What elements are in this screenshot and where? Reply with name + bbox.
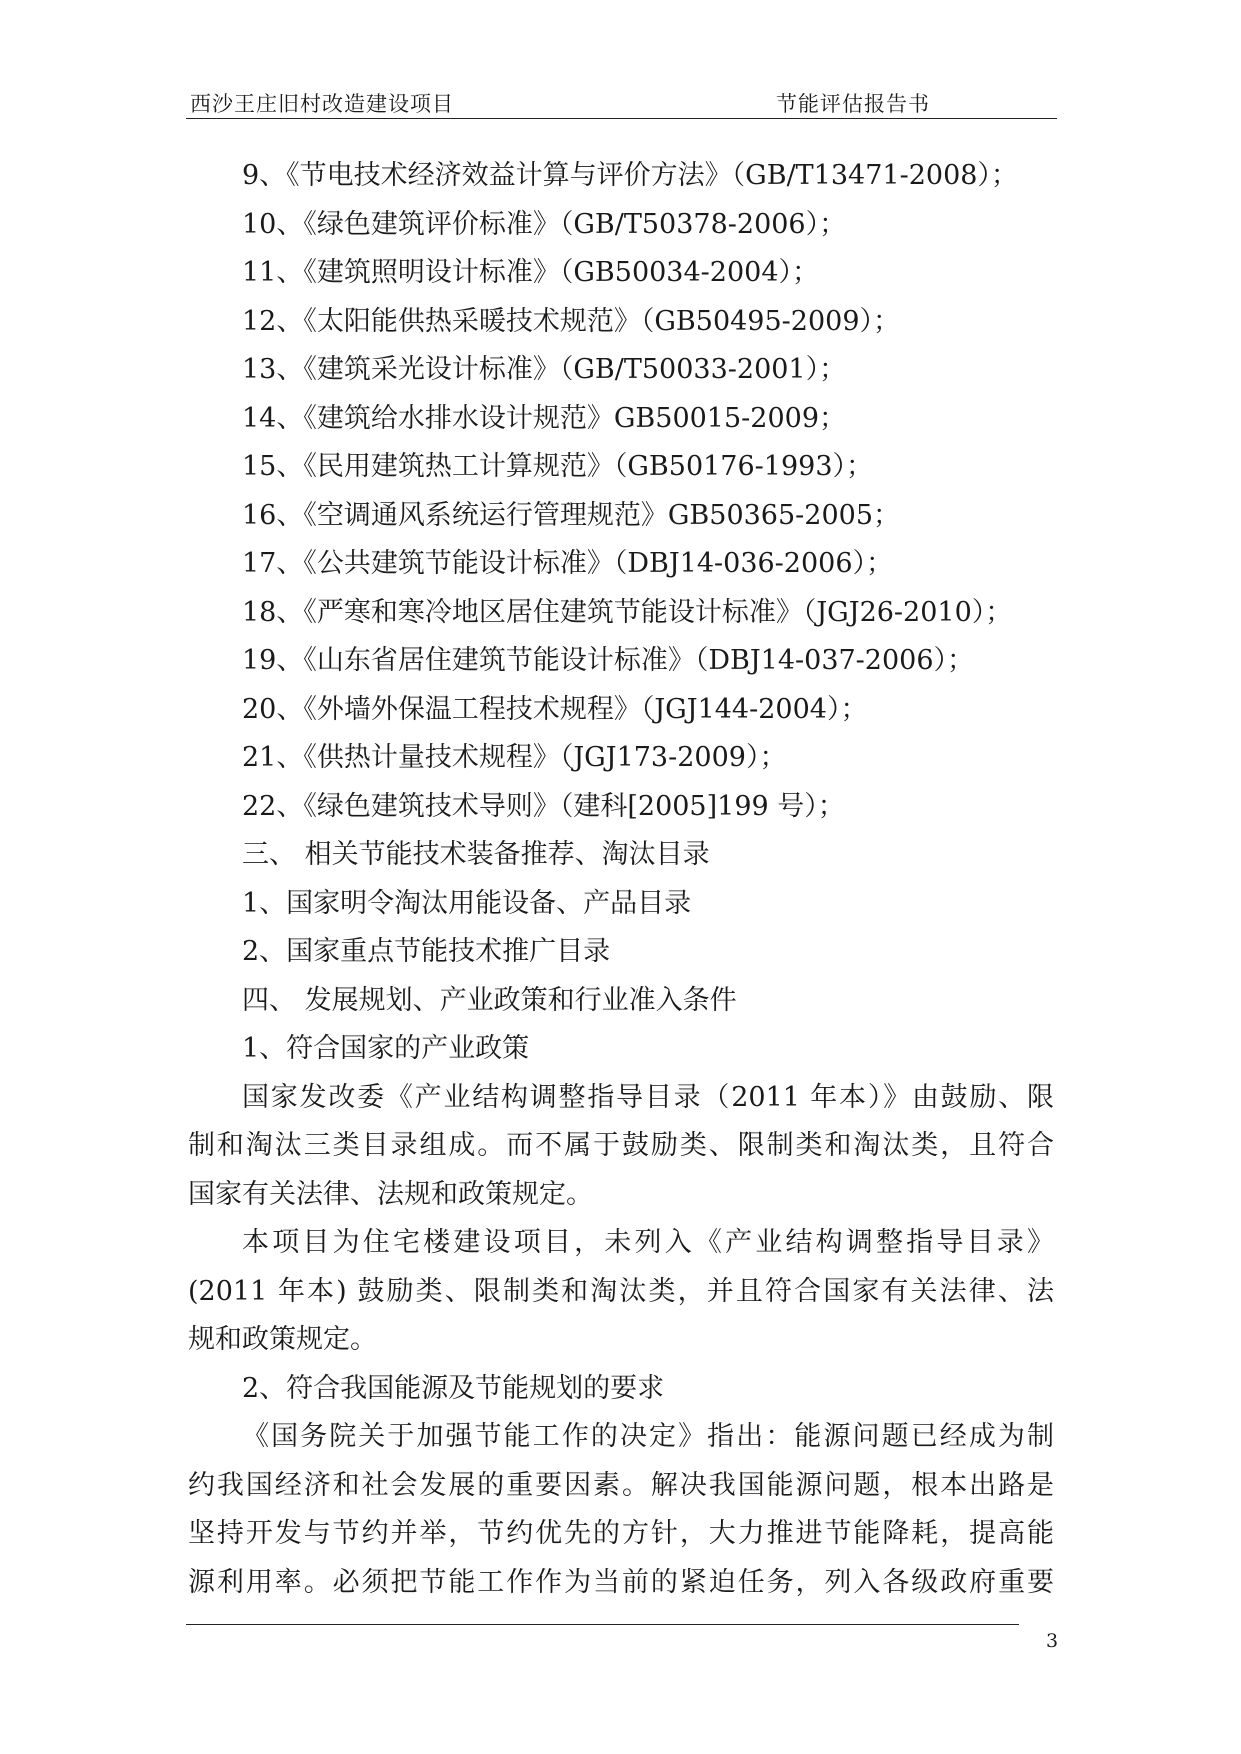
standard-item: 22、《绿色建筑技术导则》（建科[2005]199 号）； xyxy=(242,790,845,822)
subsection-title-2: 2、符合我国能源及节能规划的要求 xyxy=(242,1372,665,1404)
header-project-title: 西沙王庄旧村改造建设项目 xyxy=(190,92,454,116)
paragraph-line: 制和淘汰三类目录组成。而不属于鼓励类、限制类和淘汰类，且符合 xyxy=(188,1130,1054,1161)
standard-item: 15、《民用建筑热工计算规范》（GB50176-1993）； xyxy=(242,451,873,482)
standard-item: 14、《建筑给水排水设计规范》GB50015-2009； xyxy=(242,402,846,434)
standard-item: 17、《公共建筑节能设计标准》（DBJ14-036-2006）； xyxy=(242,548,894,579)
standard-item: 11、《建筑照明设计标准》（GB50034-2004）； xyxy=(242,257,819,288)
standard-item: 9、《节电技术经济效益计算与评价方法》（GB/T13471-2008）； xyxy=(242,160,1018,191)
paragraph-line: 本项目为住宅楼建设项目，未列入《产业结构调整指导目录》 xyxy=(242,1227,1054,1258)
paragraph-line: 国家有关法律、法规和政策规定。 xyxy=(188,1178,593,1210)
header-report-title: 节能评估报告书 xyxy=(776,92,930,116)
page-header xyxy=(186,86,1057,118)
section-heading-4: 四、 发展规划、产业政策和行业准入条件 xyxy=(242,984,737,1016)
paragraph-line: (2011 年本) 鼓励类、限制类和淘汰类，并且符合国家有关法律、法 xyxy=(188,1275,1054,1307)
subsection-title-1: 1、符合国家的产业政策 xyxy=(242,1033,530,1064)
section-heading-3: 三、 相关节能技术装备推荐、淘汰目录 xyxy=(242,839,710,870)
header-divider xyxy=(186,118,1057,119)
standard-item: 13、《建筑采光设计标准》（GB/T50033-2001）； xyxy=(242,354,847,385)
standard-item: 12、《太阳能供热采暖技术规范》（GB50495-2009）； xyxy=(242,305,900,337)
footer-divider xyxy=(186,1624,1019,1625)
paragraph-line: 坚持开发与节约并举，节约优先的方针，大力推进节能降耗，提高能 xyxy=(188,1518,1054,1549)
standard-item: 20、《外墙外保温工程技术规程》（JGJ144-2004）； xyxy=(242,693,868,725)
standard-item: 18、《严寒和寒冷地区居住建筑节能设计标准》（JGJ26-2010）； xyxy=(242,596,1013,628)
paragraph-line: 约我国经济和社会发展的重要因素。解决我国能源问题，根本出路是 xyxy=(188,1469,1054,1501)
paragraph-line: 国家发改委《产业结构调整指导目录（2011 年本）》由鼓励、限 xyxy=(242,1081,1054,1113)
standard-item: 21、《供热计量技术规程》（JGJ173-2009）； xyxy=(242,742,787,773)
page-number: 3 xyxy=(1046,1630,1059,1652)
paragraph-line: 源利用率。必须把节能工作作为当前的紧迫任务，列入各级政府重要 xyxy=(188,1566,1054,1598)
standard-item: 19、《山东省居住建筑节能设计标准》（DBJ14-037-2006）； xyxy=(242,645,975,676)
standard-item: 10、《绿色建筑评价标准》（GB/T50378-2006）； xyxy=(242,208,847,240)
page-body xyxy=(188,152,1054,1607)
section3-item: 2、国家重点节能技术推广目录 xyxy=(242,936,611,967)
paragraph-line: 《国务院关于加强节能工作的决定》指出：能源问题已经成为制 xyxy=(242,1421,1054,1452)
standard-item: 16、《空调通风系统运行管理规范》GB50365-2005； xyxy=(242,499,900,531)
paragraph-line: 规和政策规定。 xyxy=(188,1324,377,1355)
section3-item: 1、国家明令淘汰用能设备、产品目录 xyxy=(242,887,692,919)
